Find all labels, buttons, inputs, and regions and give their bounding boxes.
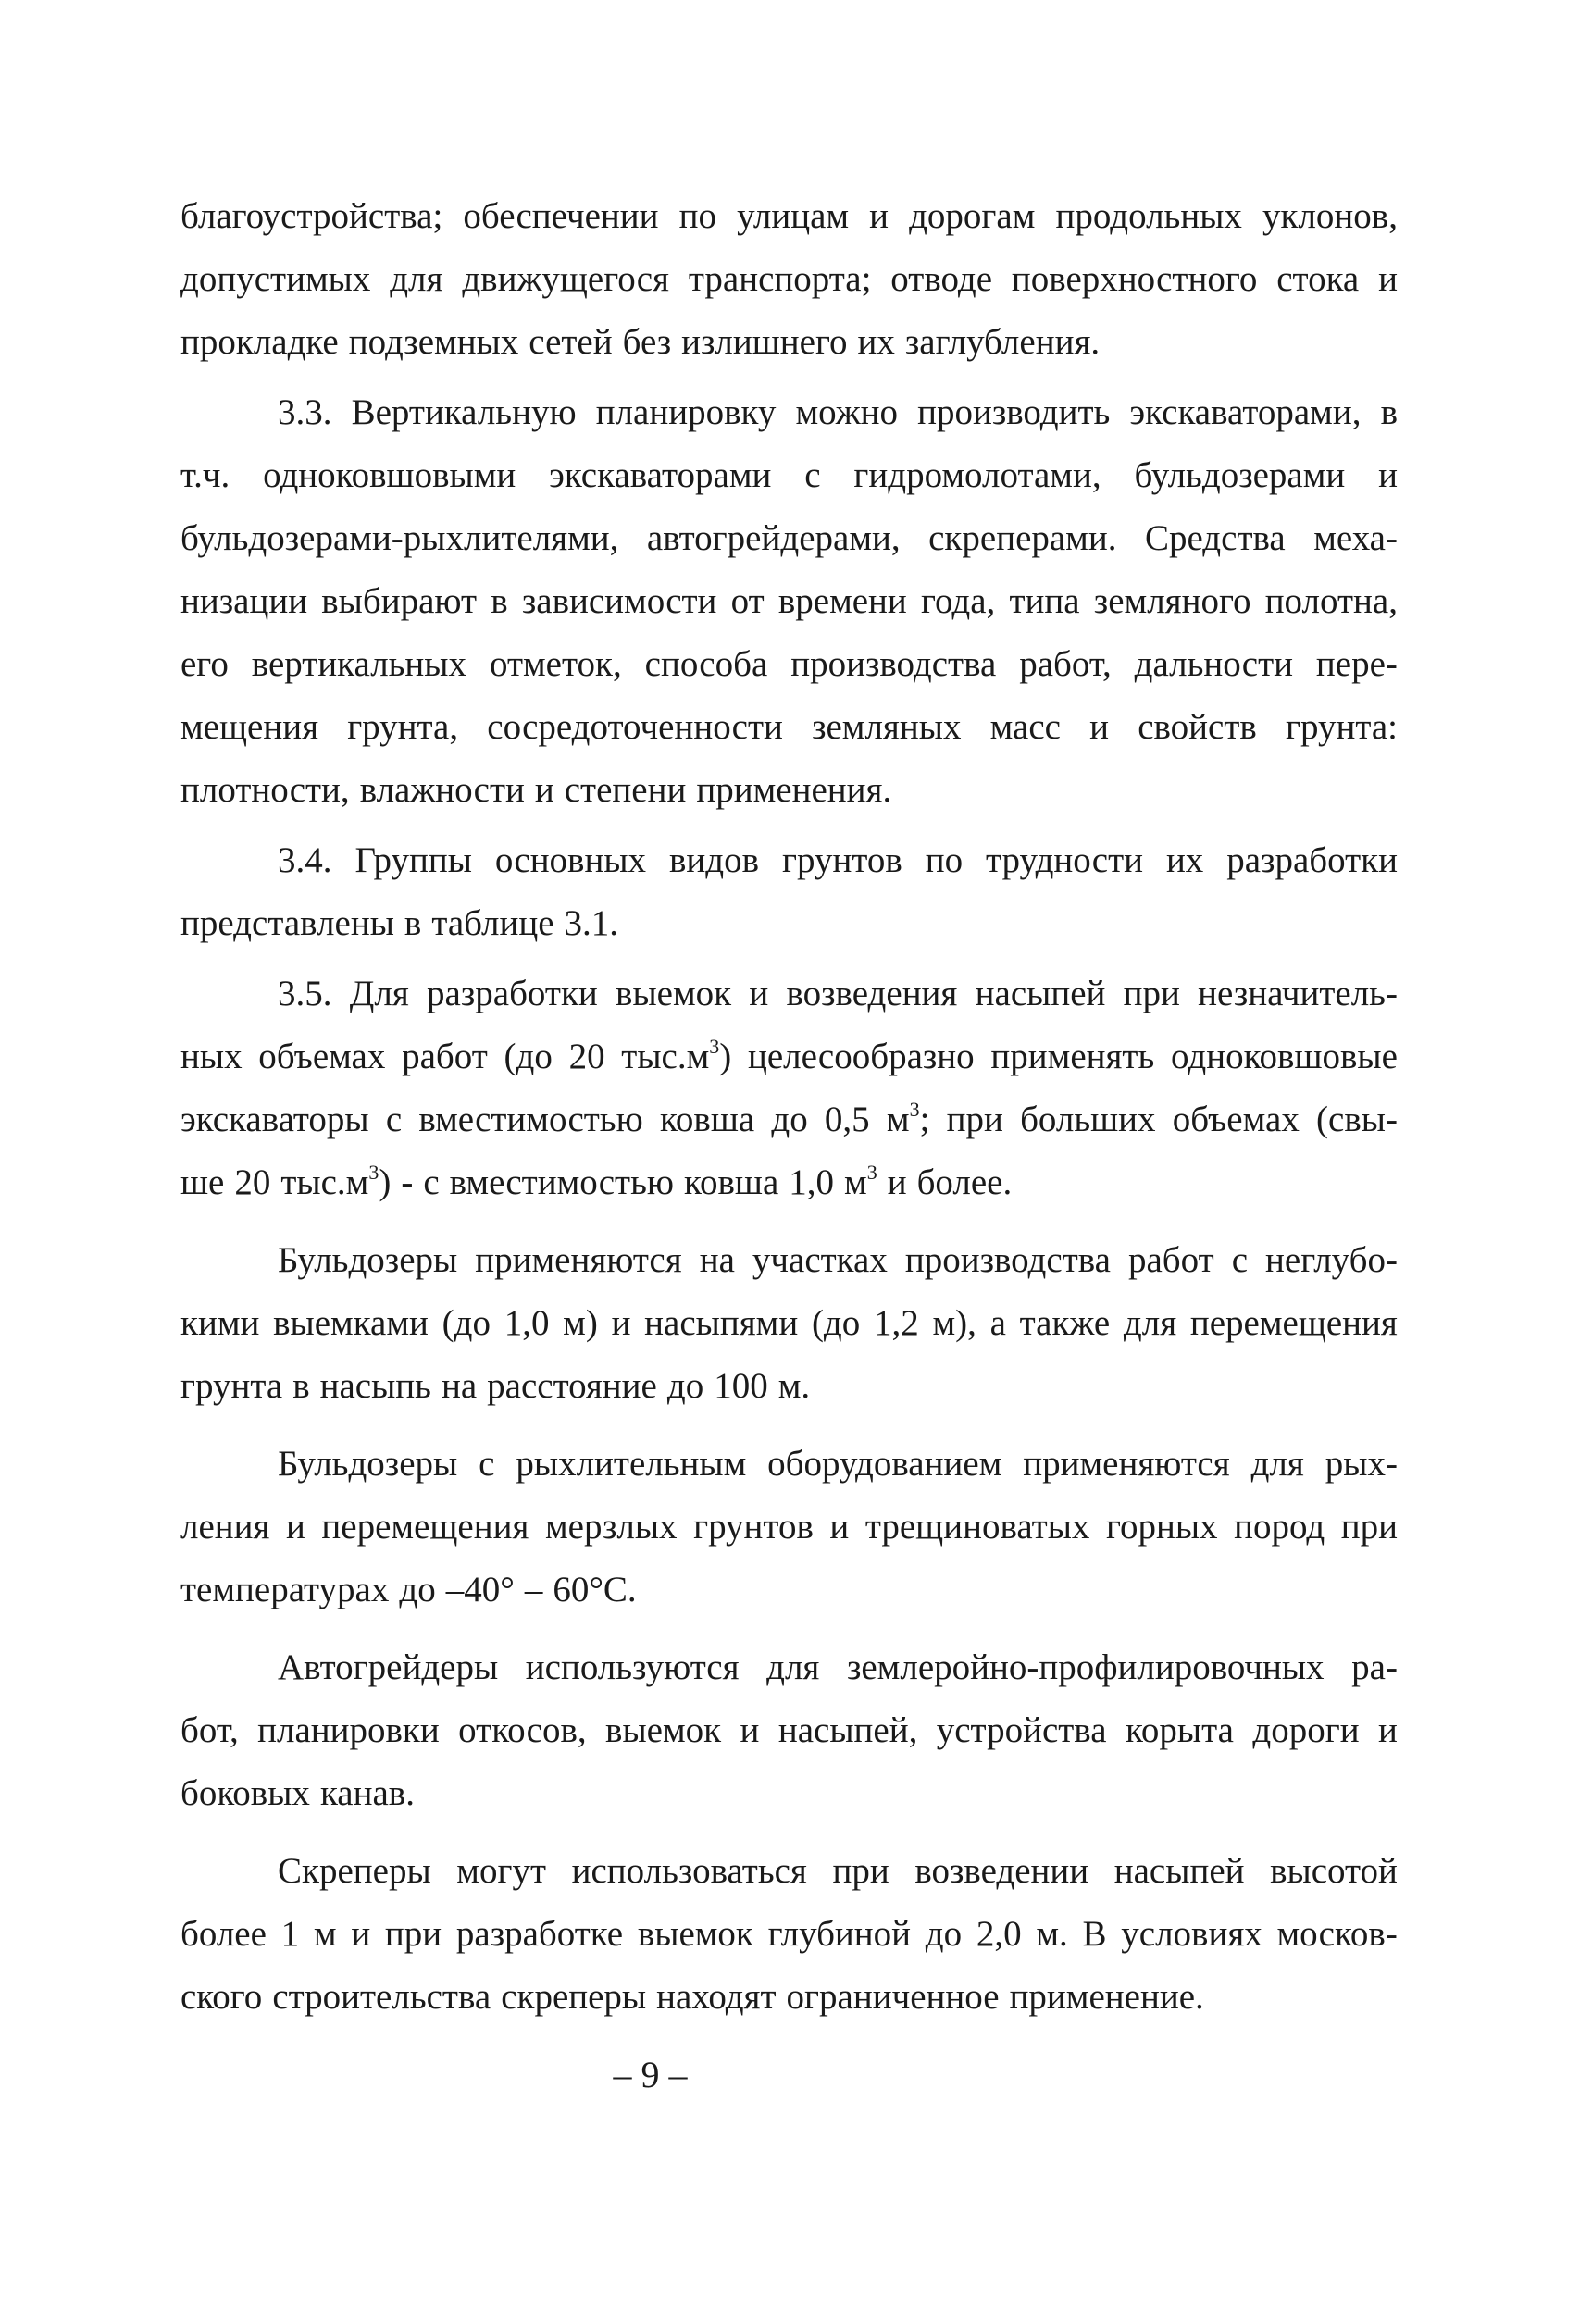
text-line: ных объемах работ (до 20 $тыс.м^3$) целесообразно применять одноковшовые	[180, 1035, 1398, 1076]
text-line: допустимых для движущегося транспорта; отводе поверхностного стока и	[180, 259, 1398, 299]
paragraph-p-3-5	[180, 963, 1398, 1214]
paragraph-p-rippers	[180, 1433, 1398, 1622]
paragraph-gap	[180, 822, 1398, 829]
text-line: бульдозерами-рыхлителями, автогрейдерами, скреперами. Средства меха-	[180, 518, 1398, 558]
text-line: т.ч. одноковшовыми экскаваторами с гидромолотами, бульдозерами и	[180, 455, 1398, 495]
text-line: 3.3. Вертикальную планировку можно производить экскаваторами, в	[278, 392, 1398, 432]
text-line: низации выбирают в зависимости от времени года, типа земляного полотна,	[180, 581, 1398, 621]
paragraph-gap	[180, 1622, 1398, 1636]
paragraph-gap	[180, 1825, 1398, 1840]
paragraph-gap	[180, 1418, 1398, 1433]
text-line: Скреперы могут использоваться при возведении насыпей высотой	[278, 1851, 1398, 1891]
paragraph-p1-continuation	[180, 185, 1398, 374]
text-line: прокладке подземных сетей без излишнего их заглубления.	[180, 322, 1101, 362]
text-line: более 1 м и при разработке выемок глубиной до 2,0 м. В условиях москов-	[180, 1914, 1398, 1954]
text-line: боковых канав.	[180, 1773, 415, 1813]
text-line: Бульдозеры применяются на участках производства работ с неглубо-	[278, 1240, 1398, 1280]
paragraph-p-bulldozers	[180, 1229, 1398, 1418]
text-line: мещения грунта, сосредоточенности земляных масс и свойств грунта:	[180, 707, 1398, 747]
page-number: – 9 –	[613, 2054, 688, 2095]
paragraph-gap	[180, 1214, 1398, 1229]
paragraph-p-3-4	[180, 829, 1398, 955]
paragraph-gap	[180, 955, 1398, 963]
text-line: 3.5. Для разработки выемок и возведения насыпей при незначитель-	[278, 974, 1398, 1013]
text-line: Бульдозеры с рыхлительным оборудованием применяются для рых-	[278, 1444, 1398, 1484]
text-line: ления и перемещения мерзлых грунтов и трещиноватых горных пород при	[180, 1507, 1398, 1547]
text-line: плотности, влажности и степени применения.	[180, 770, 892, 810]
text-line: его вертикальных отметок, способа производства работ, дальности пере-	[180, 644, 1398, 684]
body-text	[180, 185, 1398, 2029]
text-line: грунта в насыпь на расстояние до 100 м.	[180, 1366, 811, 1406]
text-line: благоустройства; обеспечении по улицам и дорогам продольных уклонов,	[180, 196, 1398, 236]
paragraph-p-3-3	[180, 381, 1398, 822]
text-line: кими выемками (до 1,0 м) и насыпями (до 1,2 м), а также для перемещения	[180, 1303, 1398, 1343]
text-line: Автогрейдеры используются для землеройно-профилировочных ра-	[278, 1647, 1398, 1687]
paragraph-p-scrapers	[180, 1840, 1398, 2029]
paragraph-p-graders	[180, 1636, 1398, 1825]
text-line: температурах до –40° – 60°С.	[180, 1570, 637, 1609]
text-line: ского строительства скреперы находят ограниченное применение.	[180, 1977, 1204, 2017]
text-line: экскаваторы с вместимостью ковша до 0,5 $м^3$; при больших объемах (свы-	[180, 1098, 1398, 1139]
paragraph-gap	[180, 374, 1398, 381]
text-line: ше 20 $тыс.м^3$) - с вместимостью ковша 1,0 $м^3$ и более.	[180, 1161, 1013, 1202]
text-line: 3.4. Группы основных видов грунтов по трудности их разработки	[278, 840, 1398, 880]
text-line: бот, планировки откосов, выемок и насыпей, устройства корыта дороги и	[180, 1710, 1398, 1750]
text-line: представлены в таблице 3.1.	[180, 903, 619, 943]
